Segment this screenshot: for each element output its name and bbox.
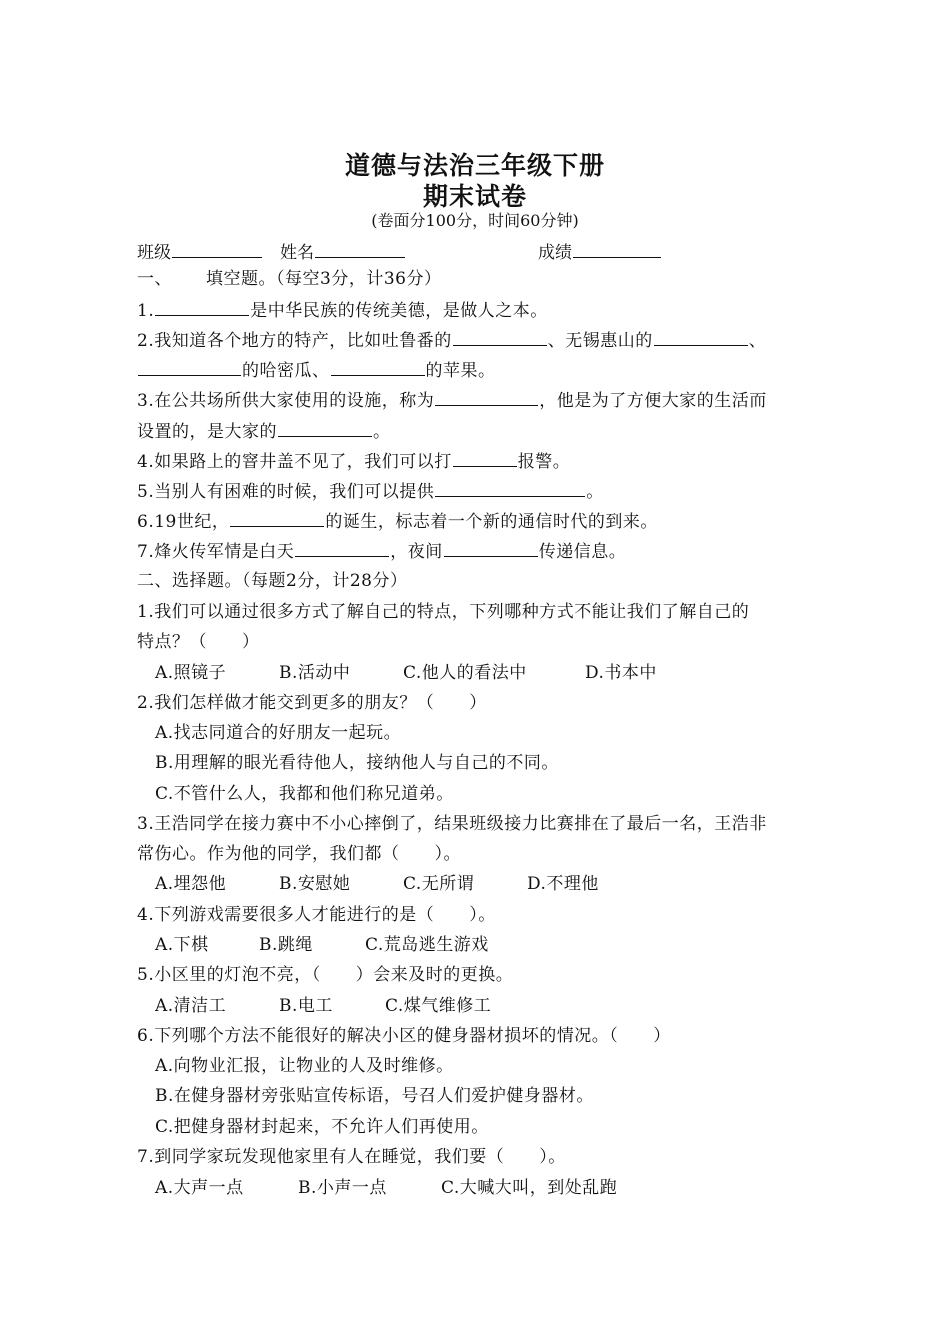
s1-q6 [137, 510, 658, 533]
option-a[interactable]: A.下棋 [155, 935, 209, 955]
option-b[interactable]: B.跳绳 [259, 935, 313, 955]
answer-blank[interactable] [453, 450, 517, 467]
exam-meta: (卷面分100分，时间60分钟) [371, 211, 579, 230]
q-text: 的诞生，标志着一个新的通信时代的到来。 [325, 512, 658, 532]
s2-q6-stem: 6.下列哪个方法不能很好的解决小区的健身器材损坏的情况。（ ） [137, 1026, 671, 1046]
option-b[interactable]: B.用理解的眼光看待他人，接纳他人与自己的不同。 [155, 753, 559, 773]
q-text: 的苹果。 [425, 361, 496, 381]
s1-q7 [137, 540, 626, 563]
q-text: 设置的，是大家的 [137, 422, 277, 442]
q-text: 传递信息。 [538, 542, 627, 562]
option-c[interactable]: C.把健身器材封起来，不允许人们再使用。 [155, 1117, 489, 1137]
name-label: 姓名 [280, 243, 314, 263]
section2-heading: 二、选择题。（每题2分，计28分） [137, 571, 408, 591]
s1-q4 [137, 450, 570, 473]
option-c[interactable]: C.无所谓 [403, 874, 475, 894]
s2-q4-options [155, 934, 489, 956]
answer-blank[interactable] [435, 389, 538, 406]
option-a[interactable]: A.大声一点 [155, 1178, 244, 1198]
option-c[interactable]: C.大喊大叫，到处乱跑 [441, 1178, 618, 1198]
q-text: 7.烽火传军情是白天 [137, 542, 295, 562]
info-name [280, 238, 406, 263]
q-text: 4.如果路上的窨井盖不见了，我们可以打 [137, 452, 452, 472]
s2-q3-options [155, 873, 599, 895]
answer-blank[interactable] [654, 329, 748, 346]
score-blank[interactable] [573, 241, 661, 258]
option-b[interactable]: B.电工 [279, 996, 333, 1016]
s2-q1-line2: 特点？（ ） [137, 632, 260, 652]
answer-blank[interactable] [295, 540, 389, 557]
s2-q7-options [155, 1177, 617, 1199]
option-d[interactable]: D.书本中 [585, 663, 657, 683]
section1-number: 一、 [137, 269, 172, 289]
option-b[interactable]: B.安慰她 [279, 874, 351, 894]
s1-q3 [137, 389, 767, 412]
option-c[interactable]: C.荒岛逃生游戏 [365, 935, 489, 955]
option-a[interactable]: A.照镜子 [155, 663, 227, 683]
answer-blank[interactable] [138, 359, 241, 376]
answer-blank[interactable] [155, 299, 249, 316]
option-c[interactable]: C.他人的看法中 [403, 663, 527, 683]
answer-blank[interactable] [278, 420, 372, 437]
option-a[interactable]: A.找志同道合的好朋友一起玩。 [155, 723, 402, 743]
s2-q3-line2: 常伤心。作为他的同学，我们都（ ）。 [137, 844, 461, 864]
q-text: ，夜间 [390, 542, 443, 562]
option-a[interactable]: A.埋怨他 [155, 874, 227, 894]
q-text: 是中华民族的传统美德，是做人之本。 [250, 301, 548, 321]
s2-q5-stem: 5.小区里的灯泡不亮，（ ）会来及时的更换。 [137, 965, 514, 985]
q-text: 6.19世纪， [137, 512, 230, 532]
option-a[interactable]: A.清洁工 [155, 996, 227, 1016]
q-text: 2.我知道各个地方的特产，比如吐鲁番的 [137, 331, 452, 351]
class-label: 班级 [137, 243, 171, 263]
q-text: 5.当别人有困难的时候，我们可以提供 [137, 482, 435, 502]
s2-q2-stem: 2.我们怎样做才能交到更多的朋友？（ ） [137, 693, 487, 713]
info-class [137, 238, 263, 263]
q-text: 报警。 [517, 452, 571, 472]
exam-title: 道德与法治三年级下册 [344, 151, 605, 180]
section1-title: 填空题。（每空3分，计36分） [206, 269, 442, 289]
s1-q1 [137, 299, 548, 322]
answer-blank[interactable] [444, 540, 538, 557]
s2-q4-stem: 4.下列游戏需要很多人才能进行的是（ ）。 [137, 905, 496, 925]
answer-blank[interactable] [331, 359, 425, 376]
q-text: 的哈密瓜、 [242, 361, 330, 381]
q-text: 3.在公共场所供大家使用的设施，称为 [137, 391, 435, 411]
answer-blank[interactable] [435, 480, 585, 497]
option-a[interactable]: A.向物业汇报，让物业的人及时维修。 [155, 1056, 454, 1076]
q-text: 。 [373, 422, 391, 442]
q-text: ，他是为了方便大家的生活而 [539, 391, 767, 411]
s2-q3-line1: 3.王浩同学在接力赛中不小心摔倒了，结果班级接力比赛排在了最后一名，王浩非 [137, 814, 767, 834]
s1-q2 [137, 329, 766, 352]
s1-q3-cont [137, 420, 391, 443]
option-b[interactable]: B.小声一点 [298, 1178, 387, 1198]
name-blank[interactable] [315, 241, 405, 258]
s1-q5 [137, 480, 604, 503]
option-b[interactable]: B.在健身器材旁张贴宣传标语，号召人们爱护健身器材。 [155, 1086, 594, 1106]
q-text: 、无锡惠山的 [547, 331, 653, 351]
class-blank[interactable] [172, 241, 262, 258]
option-c[interactable]: C.煤气维修工 [385, 996, 492, 1016]
info-score [538, 238, 662, 263]
option-c[interactable]: C.不管什么人，我都和他们称兄道弟。 [155, 784, 454, 804]
option-d[interactable]: D.不理他 [527, 874, 599, 894]
s2-q7-stem: 7.到同学家玩发现他家里有人在睡觉，我们要（ ）。 [137, 1147, 566, 1167]
q-text: 。 [586, 482, 604, 502]
s2-q5-options [155, 995, 491, 1017]
s2-q1-line1: 1.我们可以通过很多方式了解自己的特点，下列哪种方式不能让我们了解自己的 [137, 602, 750, 622]
score-label: 成绩 [538, 243, 572, 263]
q-text: 、 [748, 331, 767, 351]
option-b[interactable]: B.活动中 [279, 663, 351, 683]
s2-q1-options [155, 662, 657, 684]
s1-q2-cont [137, 359, 496, 382]
exam-subtitle-title: 期末试卷 [422, 182, 527, 211]
section1-heading [137, 268, 441, 290]
answer-blank[interactable] [230, 510, 324, 527]
answer-blank[interactable] [453, 329, 547, 346]
q-text: 1. [137, 301, 155, 321]
